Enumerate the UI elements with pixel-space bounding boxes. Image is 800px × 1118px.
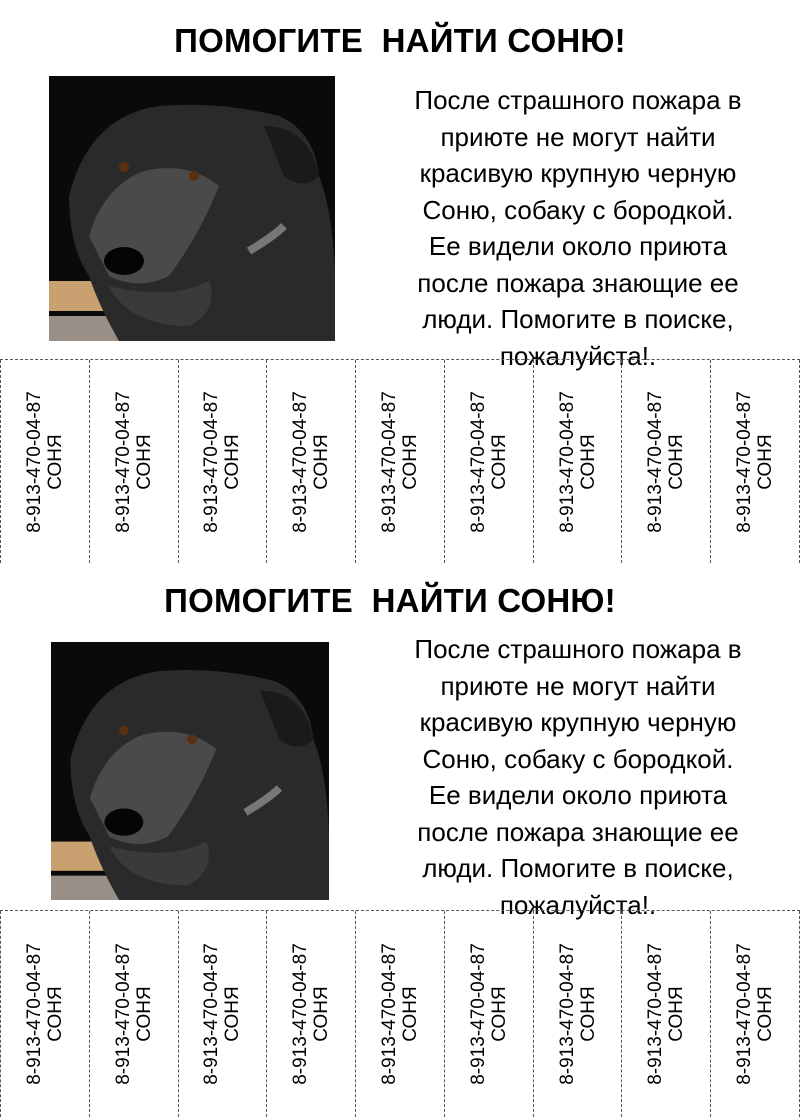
tab-name: СОНЯ	[400, 986, 422, 1042]
tab-phone: 8-913-470-04-87	[201, 390, 223, 533]
tab-phone: 8-913-470-04-87	[645, 943, 667, 1085]
tab-name: СОНЯ	[488, 986, 510, 1042]
dog-photo	[51, 642, 329, 900]
tear-off-tab[interactable]	[355, 911, 444, 1117]
description-line: приюте не могут найти	[440, 121, 716, 152]
tab-name: СОНЯ	[222, 433, 244, 490]
tab-phone: 8-913-470-04-87	[112, 390, 134, 533]
tear-off-tab[interactable]	[444, 911, 533, 1117]
tab-phone: 8-913-470-04-87	[201, 943, 223, 1085]
tear-off-tab[interactable]	[621, 911, 710, 1117]
description-line: после пожара знающие ее	[417, 267, 739, 298]
description-line: люди. Помогите в поиске,	[422, 853, 734, 883]
tab-name: СОНЯ	[133, 433, 155, 490]
tab-name: СОНЯ	[666, 433, 688, 490]
tab-name: СОНЯ	[666, 986, 688, 1042]
tear-off-tab[interactable]	[89, 360, 178, 563]
tab-phone: 8-913-470-04-87	[379, 390, 401, 533]
tear-off-tab[interactable]	[355, 360, 444, 563]
tab-name: СОНЯ	[44, 433, 66, 490]
description-line: после пожара знающие ее	[417, 816, 739, 847]
description-line: пожалуйста!.	[499, 340, 657, 371]
flyer-description	[368, 631, 788, 923]
tab-phone: 8-913-470-04-87	[23, 943, 45, 1085]
tear-off-tab[interactable]	[533, 360, 622, 563]
flyer-description	[368, 82, 788, 374]
description-line: приюте не могут найти	[440, 670, 716, 701]
tear-off-tab[interactable]	[89, 911, 178, 1117]
tab-phone: 8-913-470-04-87	[556, 943, 578, 1085]
tab-phone: 8-913-470-04-87	[734, 943, 756, 1085]
tab-name: СОНЯ	[400, 433, 422, 490]
tear-off-tab[interactable]	[0, 911, 89, 1117]
tab-name: СОНЯ	[488, 433, 510, 490]
tab-phone: 8-913-470-04-87	[467, 390, 489, 533]
tab-phone: 8-913-470-04-87	[290, 390, 312, 533]
tab-name: СОНЯ	[577, 986, 599, 1042]
description-line: Ее видели около приюта	[428, 231, 728, 261]
tear-off-tab[interactable]	[533, 911, 622, 1117]
tab-name: СОНЯ	[44, 986, 66, 1042]
flyer-bottom	[0, 564, 800, 1118]
tear-off-tab[interactable]	[621, 360, 710, 563]
flyer-title: ПОМОГИТЕ НАЙТИ СОНЮ!	[164, 582, 616, 619]
tab-name: СОНЯ	[311, 433, 333, 490]
description-line: Соню, собаку с бородкой.	[422, 743, 734, 774]
tab-name: СОНЯ	[311, 986, 333, 1042]
tab-phone: 8-913-470-04-87	[379, 943, 401, 1085]
tab-phone: 8-913-470-04-87	[290, 943, 312, 1085]
tab-name: СОНЯ	[222, 986, 244, 1042]
tab-name: СОНЯ	[755, 986, 777, 1042]
tear-off-tab[interactable]	[0, 360, 89, 563]
description-line: красивую крупную черную	[419, 158, 737, 188]
description-line: люди. Помогите в поиске,	[422, 304, 734, 334]
tear-off-tab[interactable]	[178, 360, 267, 563]
tab-name: СОНЯ	[133, 986, 155, 1042]
tear-off-tab[interactable]	[266, 360, 355, 563]
tear-off-tab[interactable]	[710, 360, 800, 563]
description-line: После страшного пожара в	[414, 634, 742, 664]
tab-phone: 8-913-470-04-87	[556, 390, 578, 533]
dog-photo	[49, 76, 335, 341]
tab-phone: 8-913-470-04-87	[467, 943, 489, 1085]
tear-off-tab[interactable]	[178, 911, 267, 1117]
tear-off-tabs	[0, 359, 800, 563]
tear-off-tabs	[0, 910, 800, 1117]
description-line: Ее видели около приюта	[428, 780, 728, 810]
tear-off-tab[interactable]	[710, 911, 800, 1117]
tear-off-tab[interactable]	[444, 360, 533, 563]
tab-phone: 8-913-470-04-87	[645, 390, 667, 533]
description-line: После страшного пожара в	[414, 85, 742, 115]
tab-phone: 8-913-470-04-87	[734, 390, 756, 533]
tab-phone: 8-913-470-04-87	[112, 943, 134, 1085]
description-line: красивую крупную черную	[419, 707, 737, 737]
tear-off-tab[interactable]	[266, 911, 355, 1117]
tab-phone: 8-913-470-04-87	[23, 390, 45, 533]
description-line: пожалуйста!.	[499, 889, 657, 920]
description-line: Соню, собаку с бородкой.	[422, 194, 734, 225]
flyer-title: ПОМОГИТЕ НАЙТИ СОНЮ!	[174, 22, 626, 59]
tab-name: СОНЯ	[577, 433, 599, 490]
tab-name: СОНЯ	[755, 433, 777, 490]
